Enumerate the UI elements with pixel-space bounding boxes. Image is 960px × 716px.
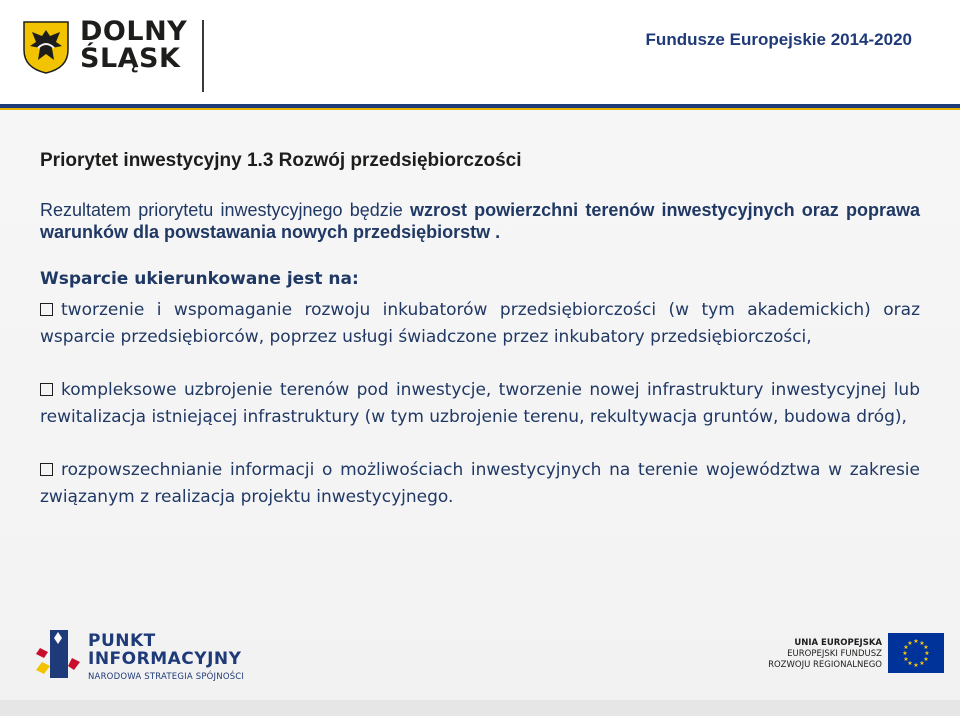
list-item [40, 297, 920, 351]
eu-line-2: EUROPEJSKI FUNDUSZ [787, 649, 882, 659]
pi-logo-icon [32, 628, 82, 684]
svg-text:★: ★ [923, 656, 929, 663]
support-title: Wsparcie ukierunkowane jest na: [40, 269, 359, 289]
eu-line-3: ROZWOJU REGIONALNEGO [768, 660, 882, 670]
brand-line-1: DOLNY [80, 16, 188, 47]
list-item-text: tworzenie i wspomaganie rozwoju inkubatorów przedsiębiorczości (w tym akademickich) oraz wsparcie przedsiębiorców, poprzez usługi świadczone przez inkubatory przedsiębiorczości, [40, 300, 920, 347]
svg-text:★: ★ [907, 640, 913, 647]
brand-wordmark [80, 18, 187, 72]
pi-line-1: PUNKT [88, 631, 156, 651]
slide-content [40, 150, 920, 511]
checkbox-bullet-icon [40, 383, 53, 396]
pi-line-2: INFORMACYJNY [88, 649, 242, 669]
result-end: . [490, 222, 501, 242]
svg-text:★: ★ [902, 650, 908, 657]
svg-text:★: ★ [919, 660, 925, 667]
result-bold: wzrost powierzchni terenów inwestycyjnych oraz poprawa warunków dla powstawania nowych przedsiębiorstw [40, 200, 920, 242]
header-accent-rule [0, 108, 960, 110]
priority-title: Priorytet inwestycyjny 1.3 Rozwój przedsiębiorczości [40, 150, 522, 171]
checkbox-bullet-icon [40, 463, 53, 476]
svg-text:★: ★ [913, 638, 919, 645]
result-paragraph [40, 199, 920, 243]
eagle-crest-icon [22, 20, 70, 74]
brand-line-2: ŚLĄSK [80, 43, 181, 74]
svg-text:★: ★ [923, 644, 929, 651]
svg-text:★: ★ [903, 644, 909, 651]
list-item-text: rozpowszechnianie informacji o możliwościach inwestycyjnych na terenie województwa w zakresie związanym z realizacja projektu inwestycyjnego. [40, 460, 920, 507]
svg-text:★: ★ [903, 656, 909, 663]
list-item [40, 457, 920, 511]
list-item-text: kompleksowe uzbrojenie terenów pod inwestycje, tworzenie nowej infrastruktury inwestycyjnej lub rewitalizacja istniejącej infrastruktury (w tym uzbrojenie terenu, rekultywacja gruntów, budowa dróg), [40, 380, 920, 427]
program-title: Fundusze Europejskie 2014-2020 [645, 30, 912, 49]
checkbox-bullet-icon [40, 303, 53, 316]
svg-text:★: ★ [919, 640, 925, 647]
header [0, 0, 960, 104]
result-lead: Rezultatem priorytetu inwestycyjnego będzie [40, 200, 410, 220]
svg-text:★: ★ [924, 650, 930, 657]
eu-text [740, 638, 882, 671]
footer-band [0, 700, 960, 716]
pi-line-3: NARODOWA STRATEGIA SPÓJNOŚCI [88, 672, 245, 682]
eu-line-1: UNIA EUROPEJSKA [794, 638, 882, 648]
pi-logo-text [88, 632, 244, 682]
svg-text:★: ★ [913, 662, 919, 669]
eu-flag-icon [888, 633, 944, 673]
svg-text:★: ★ [907, 660, 913, 667]
support-section [40, 269, 920, 511]
list-item [40, 377, 920, 431]
brand-divider [202, 20, 204, 92]
